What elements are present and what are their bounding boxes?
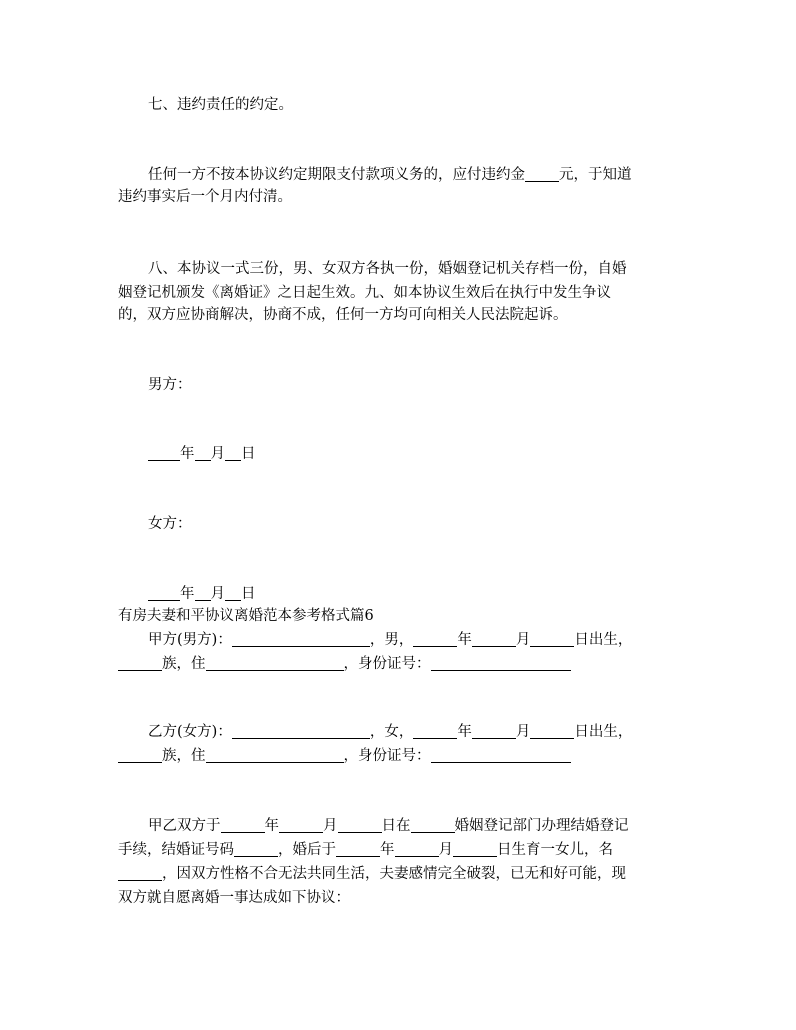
marriage-paragraph-line-2 <box>118 839 678 861</box>
text: 违约事实后一个月内付清。 <box>118 189 292 205</box>
text: 男方： <box>148 377 192 393</box>
section-8-line-2 <box>118 282 678 304</box>
text: 日出生， <box>574 632 633 648</box>
blank-ethnicity <box>118 746 162 763</box>
section-7-title-text: 七、违约责任的约定。 <box>148 97 293 113</box>
blank-day <box>453 840 497 857</box>
text: ，女， <box>369 724 414 740</box>
blank-certificate-number <box>234 840 278 857</box>
text: 女方： <box>148 516 192 532</box>
blank-day <box>225 584 241 601</box>
text: 族，住 <box>162 656 206 672</box>
party-b-line-1 <box>148 721 708 743</box>
text: 年 <box>380 842 395 858</box>
text: 日 <box>241 586 256 602</box>
text: 年 <box>264 818 279 834</box>
text: 甲方(男方)： <box>148 632 232 648</box>
blank-month <box>195 584 211 601</box>
section-title <box>118 605 678 627</box>
text: 年 <box>457 632 472 648</box>
marriage-paragraph-line-3 <box>118 863 678 885</box>
marriage-paragraph-line-1 <box>148 815 708 837</box>
text: 乙方(女方)： <box>148 724 232 740</box>
blank-day <box>530 630 574 647</box>
blank-id-number <box>431 654 571 671</box>
blank-year <box>413 630 457 647</box>
male-date-line <box>148 443 708 465</box>
blank-year <box>148 444 180 461</box>
text: 月 <box>515 632 531 648</box>
section-8-line-3 <box>118 304 678 326</box>
blank-penalty <box>525 165 559 182</box>
text: 任何一方不按本协议约定期限支付款项义务的，应付违约金 <box>148 167 525 183</box>
text: ，因双方性格不合无法共同生活，夫妻感情完全破裂，已无和好可能，现 <box>162 866 626 882</box>
blank-year <box>336 840 380 857</box>
text: 姻登记机颁发《离婚证》之日起生效。九、如本协议生效后在执行中发生争议 <box>118 285 611 301</box>
party-a-line-2 <box>118 653 678 675</box>
blank-address <box>206 654 344 671</box>
female-date-line <box>148 583 708 605</box>
female-signature-label <box>148 513 708 535</box>
section-7-body-line-2 <box>118 186 678 208</box>
text: 年 <box>180 446 195 462</box>
blank-registry <box>411 816 455 833</box>
male-signature-label <box>148 374 708 396</box>
party-b-line-2 <box>118 745 678 767</box>
text: 月 <box>210 586 225 602</box>
text: ，婚后于 <box>278 842 336 858</box>
text: 手续，结婚证号码 <box>118 842 234 858</box>
text: 日在 <box>381 818 411 834</box>
text: 月 <box>323 818 338 834</box>
text: 有房夫妻和平协议离婚范本参考格式篇6 <box>118 608 374 624</box>
text: 双方就自愿离婚一事达成如下协议： <box>118 890 350 906</box>
blank-year <box>221 816 265 833</box>
text: ，男， <box>369 632 414 648</box>
text: ，身份证号： <box>343 748 431 764</box>
blank-name <box>232 630 370 647</box>
blank-ethnicity <box>118 654 162 671</box>
text: 元，于知道 <box>559 167 632 183</box>
text: 婚姻登记部门办理结婚登记 <box>454 818 629 834</box>
blank-year <box>148 584 180 601</box>
text: 日出生， <box>574 724 633 740</box>
blank-day <box>338 816 382 833</box>
text: 日 <box>241 446 256 462</box>
text: 年 <box>180 586 195 602</box>
text: 的，双方应协商解决，协商不成，任何一方均可向相关人民法院起诉。 <box>118 307 568 323</box>
party-a-line-1 <box>148 629 708 651</box>
text: 日生育一女儿，名 <box>497 842 613 858</box>
blank-month <box>395 840 439 857</box>
text: 甲乙双方于 <box>148 818 221 834</box>
marriage-paragraph-line-4 <box>118 887 678 909</box>
blank-month <box>472 630 516 647</box>
text: 月 <box>515 724 531 740</box>
blank-year <box>413 722 457 739</box>
text: 月 <box>210 446 225 462</box>
blank-child-name <box>118 864 162 881</box>
blank-day <box>225 444 241 461</box>
section-7-body-line-1 <box>148 164 708 186</box>
section-7-title <box>148 94 708 116</box>
blank-month <box>472 722 516 739</box>
blank-day <box>530 722 574 739</box>
blank-id-number <box>431 746 571 763</box>
text: 族，住 <box>162 748 206 764</box>
blank-month <box>195 444 211 461</box>
section-8-line-1 <box>148 258 708 280</box>
blank-address <box>206 746 344 763</box>
text: 年 <box>457 724 472 740</box>
text: 八、本协议一式三份，男、女双方各执一份，婚姻登记机关存档一份，自婚 <box>148 261 627 277</box>
blank-month <box>279 816 323 833</box>
blank-name <box>232 722 370 739</box>
text: ，身份证号： <box>343 656 431 672</box>
text: 月 <box>438 842 453 858</box>
